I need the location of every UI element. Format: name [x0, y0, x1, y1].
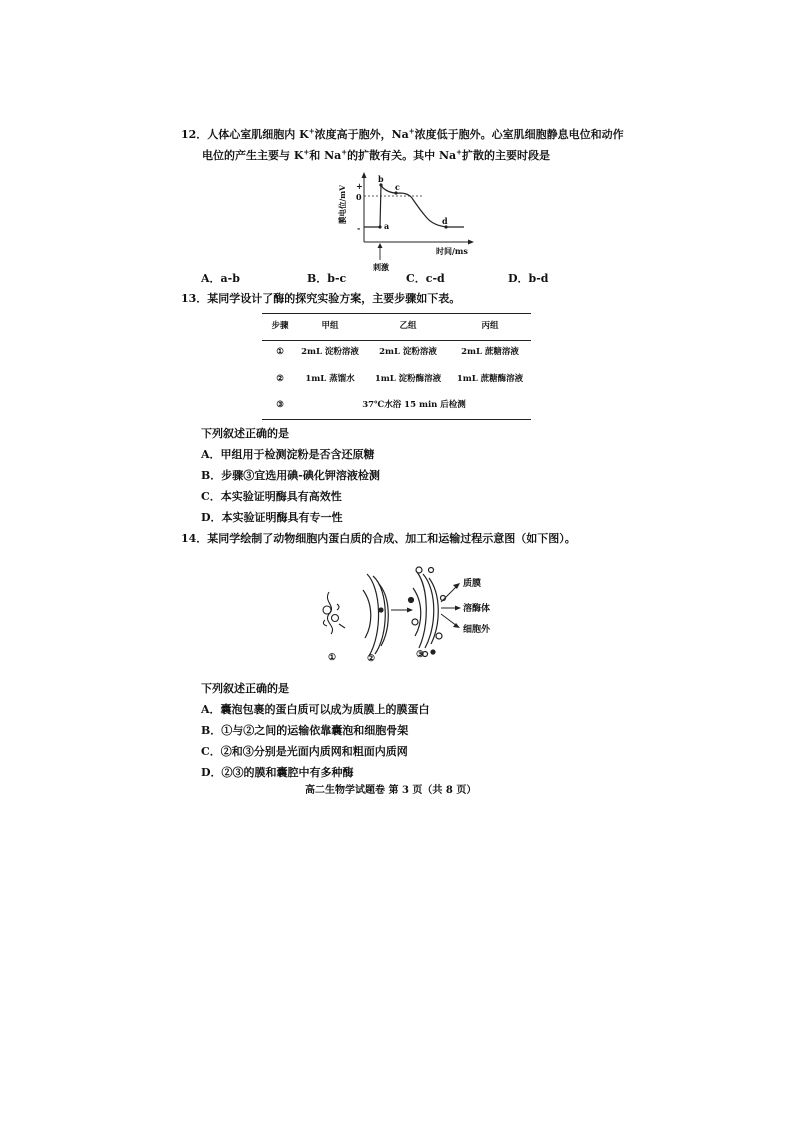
table-bottom-rule [262, 419, 531, 420]
q13-option-a: A．甲组用于检测淀粉是否含还原糖 [201, 448, 375, 461]
x-axis-arrow [468, 240, 474, 245]
q13-stem: 13．某同学设计了酶的探究实验方案，主要步骤如下表。 [181, 292, 461, 305]
endoplasmic-reticulum [363, 574, 388, 656]
q12-option-d: D．b-d [508, 272, 549, 285]
y-minus-label: - [357, 223, 361, 233]
target-exterior-label: 细胞外 [463, 625, 491, 635]
arrow-to-exterior [441, 614, 457, 626]
ribosome-mrna [323, 592, 345, 634]
x-axis-label: 时间/ms [436, 246, 468, 256]
q14-option-c: C．②和③分别是光面内质网和粗面内质网 [201, 745, 408, 758]
label-2: ② [367, 654, 376, 664]
q13-option-c: C．本实验证明酶具有高效性 [201, 490, 342, 503]
label-1: ① [328, 653, 337, 663]
stimulus-label: 刺激 [373, 262, 389, 272]
q12-stem-line2: 电位的产生主要与 K+和 Na+的扩散有关。其中 Na+扩散的主要时段是 [202, 147, 551, 162]
table-row1-yi: 2mL 淀粉溶液 [379, 347, 437, 357]
label-3: ③ [416, 650, 425, 660]
page-footer: 高二生物学试题卷 第 3 页（共 8 页） [305, 785, 477, 796]
table-row2-step: ② [276, 374, 284, 384]
target-membrane-label: 质膜 [463, 579, 482, 589]
table-row2-bing: 1mL 蔗糖酶溶液 [456, 374, 524, 384]
arrow-to-membrane [441, 586, 457, 602]
table-row3-step: ③ [276, 400, 284, 410]
q14-prompt: 下列叙述正确的是 [201, 682, 289, 695]
y-plus-label: + [356, 181, 363, 191]
table-row1-bing: 2mL 蔗糖溶液 [461, 347, 519, 357]
golgi-apparatus [409, 567, 446, 657]
point-a-label: a [384, 221, 390, 231]
table-row2-yi: 1mL 淀粉酶溶液 [374, 374, 442, 384]
q13-option-d: D．本实验证明酶具有专一性 [201, 511, 343, 524]
point-a [378, 225, 381, 228]
target-lysosome-label: 溶酶体 [463, 604, 491, 614]
y-axis-label: 膜电位/mV [338, 185, 347, 224]
stimulus-arrowhead [378, 243, 383, 248]
table-row2-jia: 1mL 蒸馏水 [305, 374, 355, 384]
table-row1-jia: 2mL 淀粉溶液 [301, 347, 359, 357]
q13-option-b: B．步骤③宜选用碘-碘化钾溶液检测 [201, 469, 380, 482]
table-row3-merged: 37℃水浴 15 min 后检测 [362, 400, 466, 410]
table-header-yi: 乙组 [399, 321, 417, 331]
table-header-rule [262, 340, 531, 341]
point-d-label: d [442, 216, 448, 226]
q12-option-b: B．b-c [307, 272, 347, 285]
q13-prompt: 下列叙述正确的是 [201, 427, 289, 440]
y-zero-label: 0 [356, 192, 362, 202]
table-row1-step: ① [276, 347, 284, 357]
q12-option-c: C．c-d [406, 272, 445, 285]
point-c-label: c [395, 182, 400, 192]
point-b-label: b [378, 174, 384, 184]
table-header-bing: 丙组 [481, 321, 499, 331]
q14-stem: 14．某同学绘制了动物细胞内蛋白质的合成、加工和运输过程示意图（如下图）。 [181, 532, 576, 545]
q14-option-d: D．②③的膜和囊腔中有多种酶 [201, 766, 354, 779]
table-top-rule [262, 313, 531, 314]
q14-option-b: B．①与②之间的运输依靠囊泡和细胞骨架 [201, 724, 409, 737]
q12-option-a: A．a-b [201, 272, 240, 285]
q14-option-a: A．囊泡包裹的蛋白质可以成为质膜上的膜蛋白 [201, 703, 430, 716]
protein-transport-diagram [315, 564, 535, 664]
q12-stem-line1: 12．人体心室肌细胞内 K+浓度高于胞外，Na+浓度低于胞外。心室肌细胞静息电位和动作 [181, 126, 624, 141]
action-potential-graph [330, 172, 490, 272]
y-axis-arrow [362, 172, 367, 178]
potential-curve [364, 185, 464, 227]
table-header-step: 步骤 [271, 321, 289, 331]
table-header-jia: 甲组 [321, 321, 339, 331]
